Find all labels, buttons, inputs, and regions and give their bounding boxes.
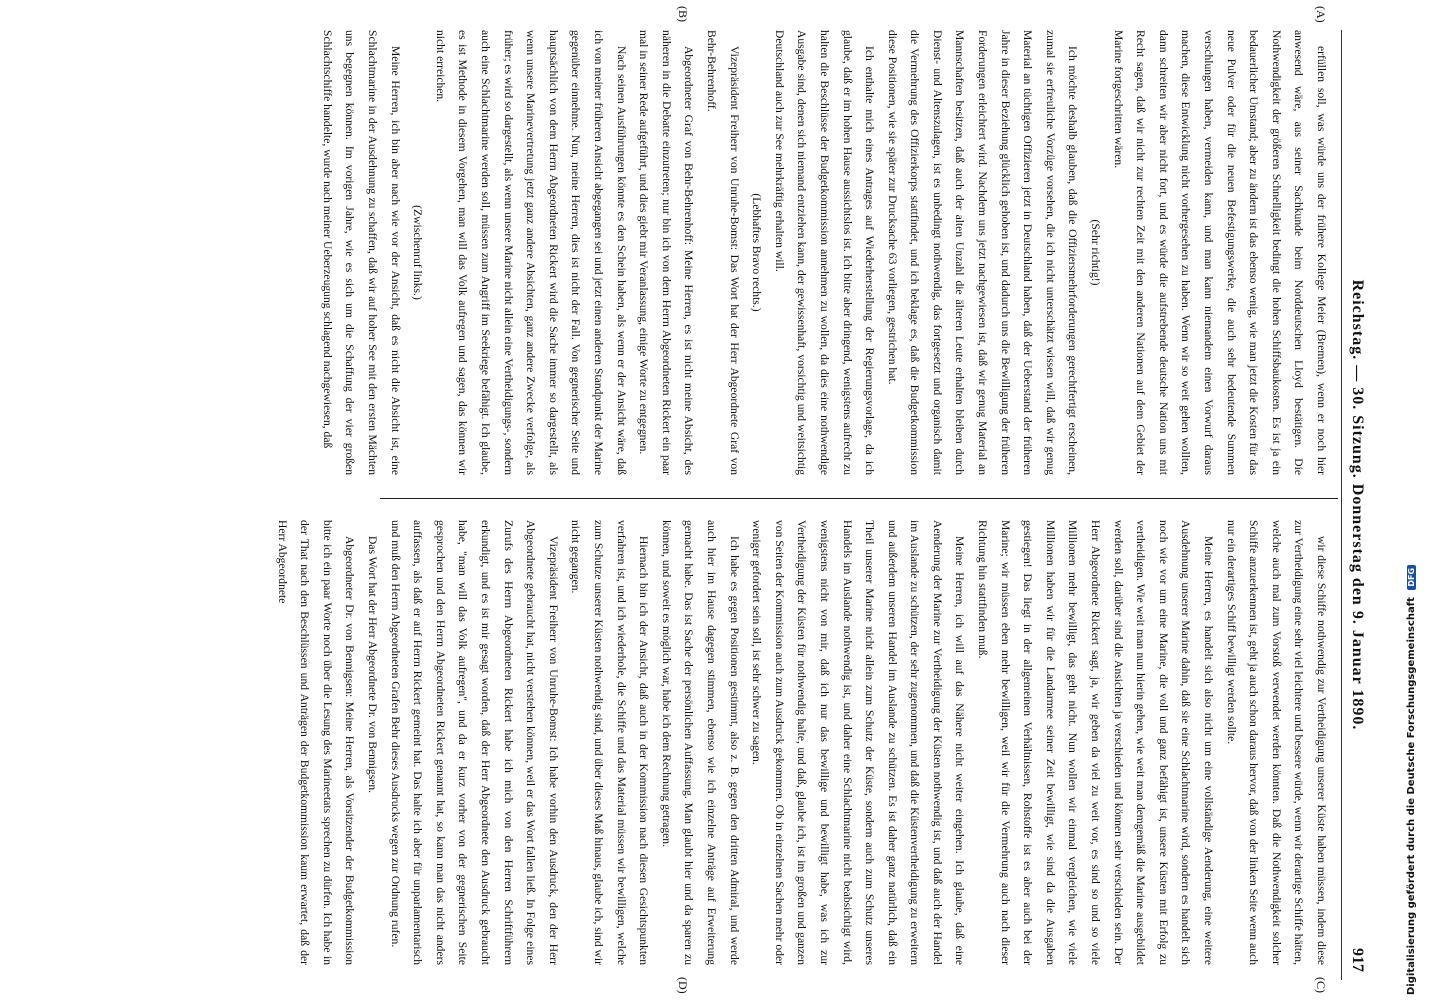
- margin-marker-b: (B): [676, 6, 690, 22]
- digitization-credit-bar: [1402, 0, 1432, 1000]
- paragraph: Ich möchte deshalb glauben, daß die Offiziersmehrforderungen gerechtfertigt erscheinen, zumal sie erfreuliche Vorzüge vorsehen, die ich nicht unterschätzt wissen will, daß wir genug Material an tüchtigen Offizieren jetzt in Deutschland haben, daß der Ueberstand der früheren Jahre in dieser Beziehung glücklich gehoben ist, und dadurch uns die Bewilligung der früheren Forderungen erleichtert wird. Nachdem uns jetzt nachgewiesen ist, daß wir genug Material an Mannschaften besitzen, daß auch der alten Unzahl die älteren Leute erhalten bleiben durch Dienst- und Altenszulagen, ist es unbedingt nothwendig, das fortgesetzt und organisch damit die Vermehrung des Offizierkorps stattfindet, und ich beklage es, daß die Budgetkommission diese Positionen, wie sie später zur Drucksache 63 vorliegen, gestrichen hat.: [885, 30, 1080, 475]
- paragraph: Meine Herren, ich will auf das Nähere nicht weiter eingehen. Ich glaube, daß eine Aenderung der Marine zur Vertheidigung der Küsten nothwendig ist, und daß auch der Handel im Auslande zu schützen, der sehr zugenommen, und daß die Küstenvertheidigung zu erweitern und außerdem unseren Handel im Auslande zu schützen. Es ist daher ganz natürlich, daß ein Theil unserer Marine nicht allein zum Schutz der Küste, sondern auch zum Schutz unseres Handels im Auslande nothwendig ist, und daher eine Schlachtmarine nicht beabsichtigt wird, wenigstens nicht von mir, daß ich nur das bewillige und bewilligt habe, was ich zur Vertheidigung der Küsten für nothwendig halte, und daß, glaube ich, ist im großen und ganzen von Seiten der Kommission auch zum Ausdruck gekommen. Ob in einzelnen Sachen mehr oder weniger gefordert sein soll, ist sehr schwer zu sagen.: [750, 520, 967, 965]
- page-header: [1341, 30, 1372, 980]
- paragraph: Das Wort hat der Herr Abgeordnete Dr. von Bennigsen.: [366, 536, 380, 794]
- dfg-logo-badge: DFG: [1407, 565, 1416, 590]
- margin-marker-a: (A): [1314, 6, 1328, 23]
- paragraph: Ich habe es gegen Positionen gestimmt, also z. B. gegen den dritten Admiral, und werde auch hier im Hause dagegen stimmen, ebenso wie ich einzelne Anträge auf Erweiterung gemacht habe. Das ist Sache der persönlichen Auffassung. Man glaubt hier und da sparen zu können, und soweit es möglich war, habe ich dem Rechnung getragen.: [659, 520, 741, 965]
- paragraph: Hiernach bin ich der Ansicht, daß auch in der Kommission nach diesen Gesichtspunkten verfahren ist, und ich wiederhole, die Schiffe und das Material müssen wir bewilligen, welche zum Schutze unserer Küsten nothwendig sind, und über dieses Maß hinaus, glaube ich, sind wir nicht gegangen.: [569, 520, 651, 965]
- page-number: 917: [1349, 948, 1366, 972]
- credit-text: Digitalisierung gefördert durch die Deutsche Forschungsgemeinschaft: [1406, 597, 1417, 995]
- column-divider: [380, 498, 1338, 499]
- paragraph: Nach seinen Ausführungen könnte es den Schein haben, als wenn er der Ansicht wäre, daß ich von meiner früheren Ansicht abgegangen sei und jetzt einen anderen Standpunkt der Marine gegenüber einnehme. Nun, meine Herren, dies ist nicht der Fall. Von gegnerischer Seite und hauptsächlich von dem Herrn Abgeordneten Rickert wird die Sache immer so dargestellt, als wenn unsere Marinevertretung jetzt ganz andere Absichten, ganz andere Zwecke verfolge, als früher; es wird so dargestellt, als wenn unsere Marine nicht allein eine Vertheidigungs-, sondern auch eine Schlachtmarine werden soll, müssen zum Angriff im Seekriege befähigt. Ich glaube, es ist Methode in diesem Vorgehen, man will das Volk aufregen und sagen, das können wir nicht erreichen.: [433, 30, 628, 475]
- parenthetical-remark: (Zwischenruf links.): [411, 205, 425, 300]
- parenthetical-remark: (Sehr richtig!): [1089, 219, 1103, 286]
- paragraph: erfüllen soll, was würde uns der frühere Kollege Meier (Bremen), wenn er noch hier anwesend wäre, aus seiner Sachkunde beim Norddeutschen Lloyd bestätigen. Die Nothwendigkeit der größeren Schnelligkeit bedingt die hohen Schiffsbaukosten. Es ist ja ein bedauerlicher Umstand; aber zu ändern ist das ebenso wenig, wie man jetzt die Kosten für das neue Pulver oder für die neuen Befestigungswerke, die auch sehr bedeutende Summen verschlungen haben, vermeiden kann, und man kann niemandem einen Vorwurf daraus machen, diese Entwicklung nicht vorhergesehen zu haben. Wenn wir so weit gehen wollten, dann schreiten wir aber nicht fort, und es würde die aufstrebende deutsche Nation uns mit Recht sagen, daß wir nicht zur rechten Zeit mit den anderen Nationen auf dem Gebiet der Marine fortgeschritten wären.: [1111, 30, 1328, 475]
- margin-marker-c: (C): [1314, 977, 1328, 993]
- parenthetical-remark: (Lebhaftes Bravo rechts.): [750, 193, 764, 312]
- paragraph: Ich enthalte mich eines Antrages auf Wiederherstellung der Regierungsvorlage, da ich glaube, daß er im hohen Hause aussichtslos ist. Ich bitte aber dringend, wenigstens aufrecht zu halten die Beschlüsse der Budgetkommission annehmen zu wollen, da dies eine nothwendige Ausgabe sind, denen sich niemand entziehen kann, der gewissenhaft, vorsichtig und weitsichtig Deutschland auch zur See mehrkräftig erhalten will.: [772, 30, 877, 475]
- credit-line: [1406, 567, 1417, 995]
- paragraph: wir diese Schiffe nothwendig zur Vertheidigung unserer Küste haben müssen, indem diese zur Vertheidigung eine sehr viel leichtere und bessere würde, wenn wir derartige Schiffe hätten, welche auch mal zum Vorstoß verwendet werden könnten. Daß die Nothwendigkeit solcher Schiffe anzuerkennen ist, geht ja auch schon daraus hervor, daß von der linken Seite wenn auch nur ein derartiges Schiff bewilligt werden sollte.: [1224, 520, 1328, 965]
- left-text-column: [10, 30, 1332, 475]
- paragraph: Abgeordneter Graf von Behr-Behrenhoff: Meine Herren, es ist nicht meine Absicht, des näheren in die Debatte einzutreten; nur bin ich von dem Herrn Abgeordneten Rickert ein paar mal in seiner Rede aufgeführt, und dies giebt mir Veranlassung, einige Worte zu entgegnen.: [637, 30, 696, 475]
- paragraph: Meine Herren, ich bin aber nach wie vor der Ansicht, daß es nicht die Absicht ist, eine Schlachtmarine in der Ausdehnung zu schaffen, daß wir auf hoher See mit den ersten Mächten uns begegnen können. Im vorigen Jahre, wie es sich um die Schaffung der vier großen Schlachtschiffe handelte, wurde nach meiner Ueberzeugung schlagend nachgewiesen, daß: [320, 30, 402, 475]
- paragraph: Meine Herren, es handelt sich also nicht um eine vollständige Aenderung, eine weitere Ausdehnung unserer Marine dahin, daß sie eine Schlachtmarine wird, sondern es handelt sich noch wie vor um eine Marine, die voll und ganz befähigt ist, unsere Küsten mit Erfolg zu vertheidigen. Wie weit man nun hierin gehen, wie weit man demgemäß die Marine ausgebildet werden soll, darüber sind die Ansichten ja verschieden und können sehr verschieden sein. Der Herr Abgeordnete Rickert sagt, ja, wir geben da viel zu weit vor, es sind so und so viele Millionen mehr bewilligt, das geht nicht. Nun wollen wir einmal vergleichen, wie viele Millionen haben wir für die Landarmee seiner Zeit bewilligt, wie sind da die Ausgaben gestiegen! Das liegt in der allgemeinen Verhältnissen, Rohstoffe ist es aber auch bei der Marine; wir müssen eben mehr bewilligen, weil wir für die Vermehrung auch nach dieser Richtung hin stattfinden muß.: [976, 520, 1216, 965]
- paragraph: Abgeordneter Dr. von Bennigsen: Meine Herren, als Vorsitzender der Budgetkommission bitte ich ein paar Worte noch über die Lesung des Marineetats sprechen zu dürfen. Ich habe in der That nach den Beschlüssen und Anträgen der Budgetkommission kaum erwartet, daß der Herr Abgeordnete: [275, 520, 357, 965]
- paragraph: Vizepräsident Freiherr von Unruhe-Bomst: Das Wort hat der Herr Abgeordnete Graf von Behr-Behrenhoff.: [704, 30, 741, 475]
- margin-marker-d: (D): [676, 977, 690, 994]
- right-text-column: [10, 520, 1332, 965]
- paragraph: Vizepräsident Freiherr von Unruhe-Bomst: Ich habe vorhin den Ausdruck, den der Herr Abgeordnete gebraucht hat, nicht verstehen können, weil er das Wort fallen ließ. In Folge eines Zurufs des Herrn Abgeordneten Rickert habe ich mich von den Herren Schriftführern erkundigt, und es ist mir gesagt worden, daß der Herr Abgeordnete den Ausdruck gebraucht habe, "man will das Volk aufregen", und da er kurz vorher von der gegnerischen Seite gesprochen und den Herrn Abgeordneten Rickert genannt hat, so kann man das nicht anders auffassen, als daß er auf Herrn Rickert gemeint hat. Das halte ich aber für unparlamentarisch und muß den Herrn Abgeordneten Grafen Behr dieses Ausdrucks wegen zur Ordnung rufen.: [388, 520, 560, 965]
- running-title: Reichstag. — 30. Sitzung. Donnerstag den 9. Januar 1890.: [1349, 279, 1366, 731]
